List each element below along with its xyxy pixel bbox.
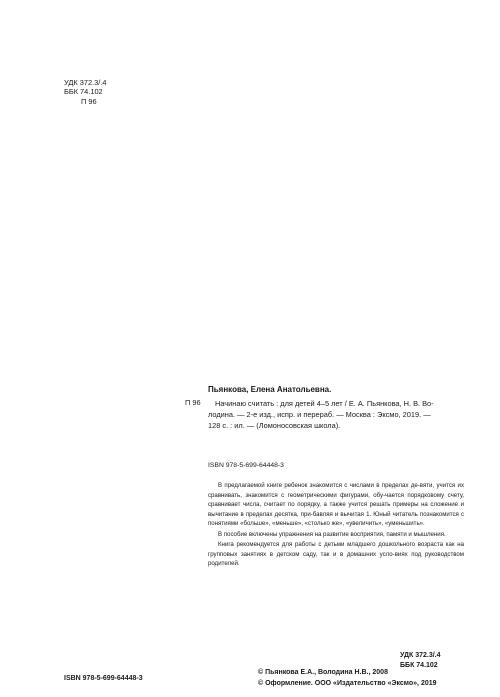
classification-block <box>64 78 106 106</box>
annotation-paragraph: В предлагаемой книге ребенок знакомится с числами в пределах де-вяти, учится их сравнивать, знакомится с геометрическими фигурами, обу-чается порядковому счету, сравнивает числа, считает по порядку, а также учится решать примеры на сложение и вычитание в пределах десятка, при-бавляя и вычитая 1. Юный читатель познакомится с понятиями «больше», «меньше», «столько же», «увеличить», «уменьшить». <box>208 482 464 527</box>
annotation-paragraph: В пособие включены упражнения на развитие восприятия, памяти и мышления. <box>218 530 446 538</box>
copyright-design: © Оформление. ООО «Издательство «Эксмо», 2019 <box>258 680 437 687</box>
copyright-block <box>258 667 437 689</box>
footer-bbk: ББК 74.102 <box>400 662 438 669</box>
biblio-line: Начинаю считать : для детей 4–5 лет / Е. А. Пьянкова, Н. В. Во- <box>215 399 434 408</box>
author-code: П 96 <box>81 96 97 106</box>
author-heading: Пьянкова, Елена Анатольевна. <box>208 385 332 394</box>
isbn-record: ISBN 978-5-699-64448-3 <box>208 462 284 469</box>
annotation <box>208 481 464 569</box>
udk-code: УДК 372.3/.4 <box>64 78 107 87</box>
bibliographic-description <box>208 398 464 432</box>
bbk-code: ББК 74.102 <box>64 87 103 97</box>
annotation-paragraph: Книга рекомендуется для работы с детьми младшего дошкольного возраста как на групповых занятиях в детском саду, так и в домашних усло-виях под руководством родителей. <box>208 541 464 567</box>
footer-udk: УДК 372.3/.4 <box>400 652 441 659</box>
copyright-authors: © Пьянкова Е.А., Володина Н.В., 2008 <box>258 669 388 676</box>
biblio-line: 128 с. : ил. — (Ломоносовская школа). <box>208 421 341 431</box>
record-author-code: П 96 <box>185 398 201 407</box>
footer-isbn: ISBN 978-5-699-64448-3 <box>64 675 143 682</box>
biblio-line: лодина. — 2-е изд., испр. и перераб. — Москва : Эксмо, 2019. — <box>208 410 431 420</box>
